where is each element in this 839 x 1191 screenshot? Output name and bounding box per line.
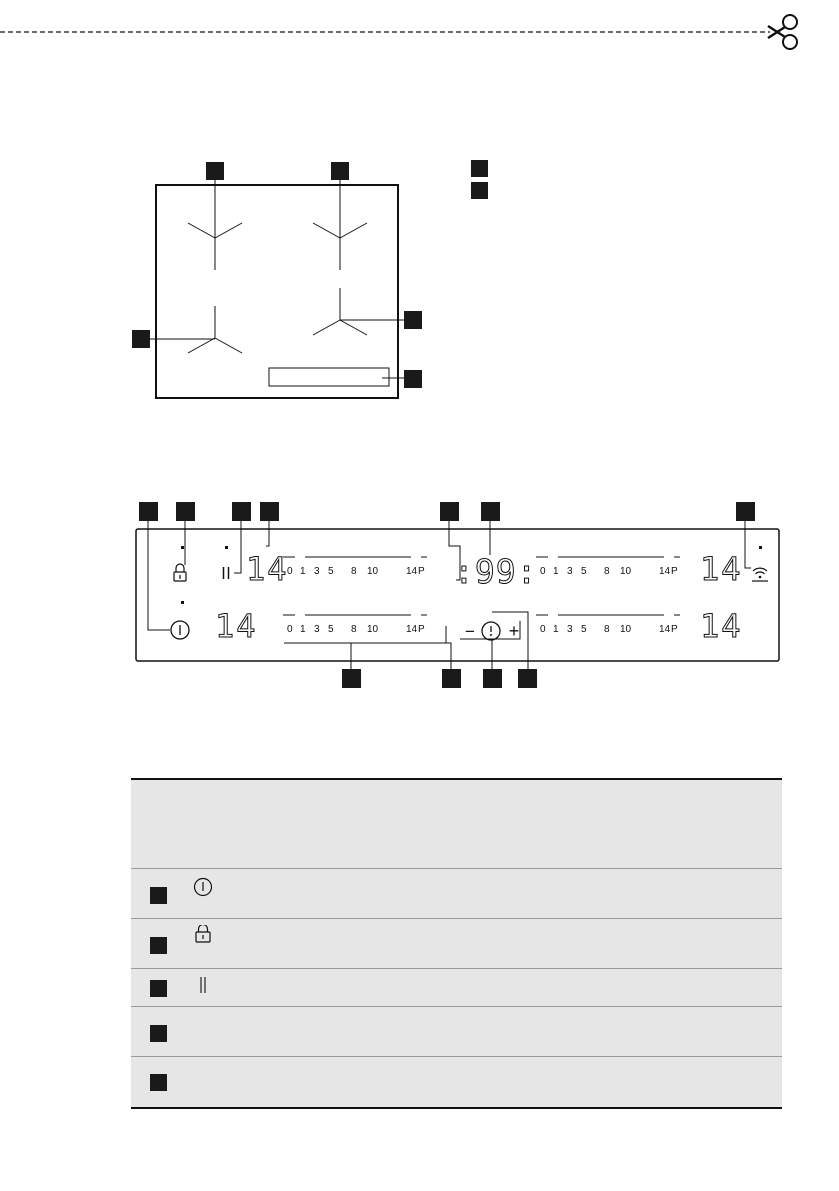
scale-label: 10 (367, 624, 379, 635)
scale-label: 1 (300, 624, 306, 635)
scale-label: P (671, 566, 678, 577)
cut-line (0, 0, 839, 70)
marker-top-1 (139, 502, 158, 521)
scale-label: P (418, 566, 425, 577)
hob2hood-icon[interactable] (752, 568, 768, 581)
marker-bottom-4 (518, 669, 537, 688)
scale-label: 14 (406, 624, 418, 635)
scale-label: 1 (553, 624, 559, 635)
scale-label: 0 (287, 624, 293, 635)
table-row (131, 1056, 782, 1109)
power-icon (193, 877, 213, 897)
marker-bottom-1 (342, 669, 361, 688)
slider-front-left[interactable] (283, 615, 427, 635)
row-marker (150, 1025, 167, 1042)
timer-display: :99: (454, 552, 538, 591)
scale-label: 0 (540, 624, 546, 635)
marker-2 (331, 162, 349, 180)
table-row (131, 868, 782, 919)
function-table (131, 778, 782, 1110)
marker-bottom-3 (483, 669, 502, 688)
marker-3 (132, 330, 150, 348)
scale-label: 10 (620, 624, 632, 635)
row-marker (150, 937, 167, 954)
marker-top-3 (232, 502, 251, 521)
power-icon[interactable] (171, 621, 189, 639)
scale-label: 10 (620, 566, 632, 577)
scale-label: 5 (328, 624, 334, 635)
hob-outline (156, 185, 398, 398)
scale-label: 1 (300, 566, 306, 577)
scale-label: 1 (553, 566, 559, 577)
timer-plus-button[interactable]: + (508, 621, 520, 641)
row-marker (150, 980, 167, 997)
scale-label: 5 (581, 566, 587, 577)
scale-label: 0 (540, 566, 546, 577)
scale-label: 8 (351, 566, 357, 577)
legend-marker-1 (471, 160, 488, 177)
scale-label: P (418, 624, 425, 635)
marker-top-6 (481, 502, 500, 521)
slider-rear-right[interactable] (536, 557, 680, 577)
cooking-zone-front-right (313, 288, 367, 335)
lock-icon[interactable] (174, 564, 186, 581)
power-level-display-front-right: 14 (700, 607, 743, 645)
scale-label: 5 (328, 566, 334, 577)
scale-label: 14 (406, 566, 418, 577)
scissors-icon (768, 15, 797, 49)
scale-label: 3 (567, 624, 573, 635)
scale-label: 5 (581, 624, 587, 635)
timer-minus-button[interactable]: − (465, 622, 475, 641)
row-marker (150, 887, 167, 904)
scale-label: 3 (567, 566, 573, 577)
scale-label: 3 (314, 566, 320, 577)
table-row (131, 918, 782, 969)
table-header (131, 778, 782, 870)
power-level-display-rear-left: 14 (246, 550, 289, 588)
marker-1 (206, 162, 224, 180)
scale-label: 8 (351, 624, 357, 635)
scale-label: 0 (287, 566, 293, 577)
cooking-zone-front-left (188, 306, 242, 353)
scale-label: 14 (659, 624, 671, 635)
marker-bottom-2 (442, 669, 461, 688)
table-row (131, 1006, 782, 1057)
table-row (131, 968, 782, 1007)
scale-label: 8 (604, 566, 610, 577)
timer-icon[interactable] (482, 622, 500, 640)
pause-icon[interactable] (224, 567, 229, 579)
scale-label: 10 (367, 566, 379, 577)
hob-layout-diagram (120, 150, 430, 410)
marker-4 (404, 311, 422, 329)
marker-5 (404, 370, 422, 388)
row-marker (150, 1074, 167, 1091)
marker-top-4 (260, 502, 279, 521)
control-panel-diagram (120, 495, 790, 695)
control-panel-area (269, 368, 389, 386)
slider-front-right[interactable] (536, 615, 680, 635)
marker-top-7 (736, 502, 755, 521)
marker-top-5 (440, 502, 459, 521)
legend-marker-2 (471, 182, 488, 199)
scale-label: 3 (314, 624, 320, 635)
power-level-display-rear-right: 14 (700, 550, 743, 588)
pause-icon (193, 975, 213, 995)
slider-rear-left[interactable] (283, 557, 427, 577)
scale-label: 14 (659, 566, 671, 577)
scale-label: P (671, 624, 678, 635)
lock-icon (193, 925, 213, 945)
marker-top-2 (176, 502, 195, 521)
scale-label: 8 (604, 624, 610, 635)
power-level-display-front-left: 14 (215, 607, 258, 645)
